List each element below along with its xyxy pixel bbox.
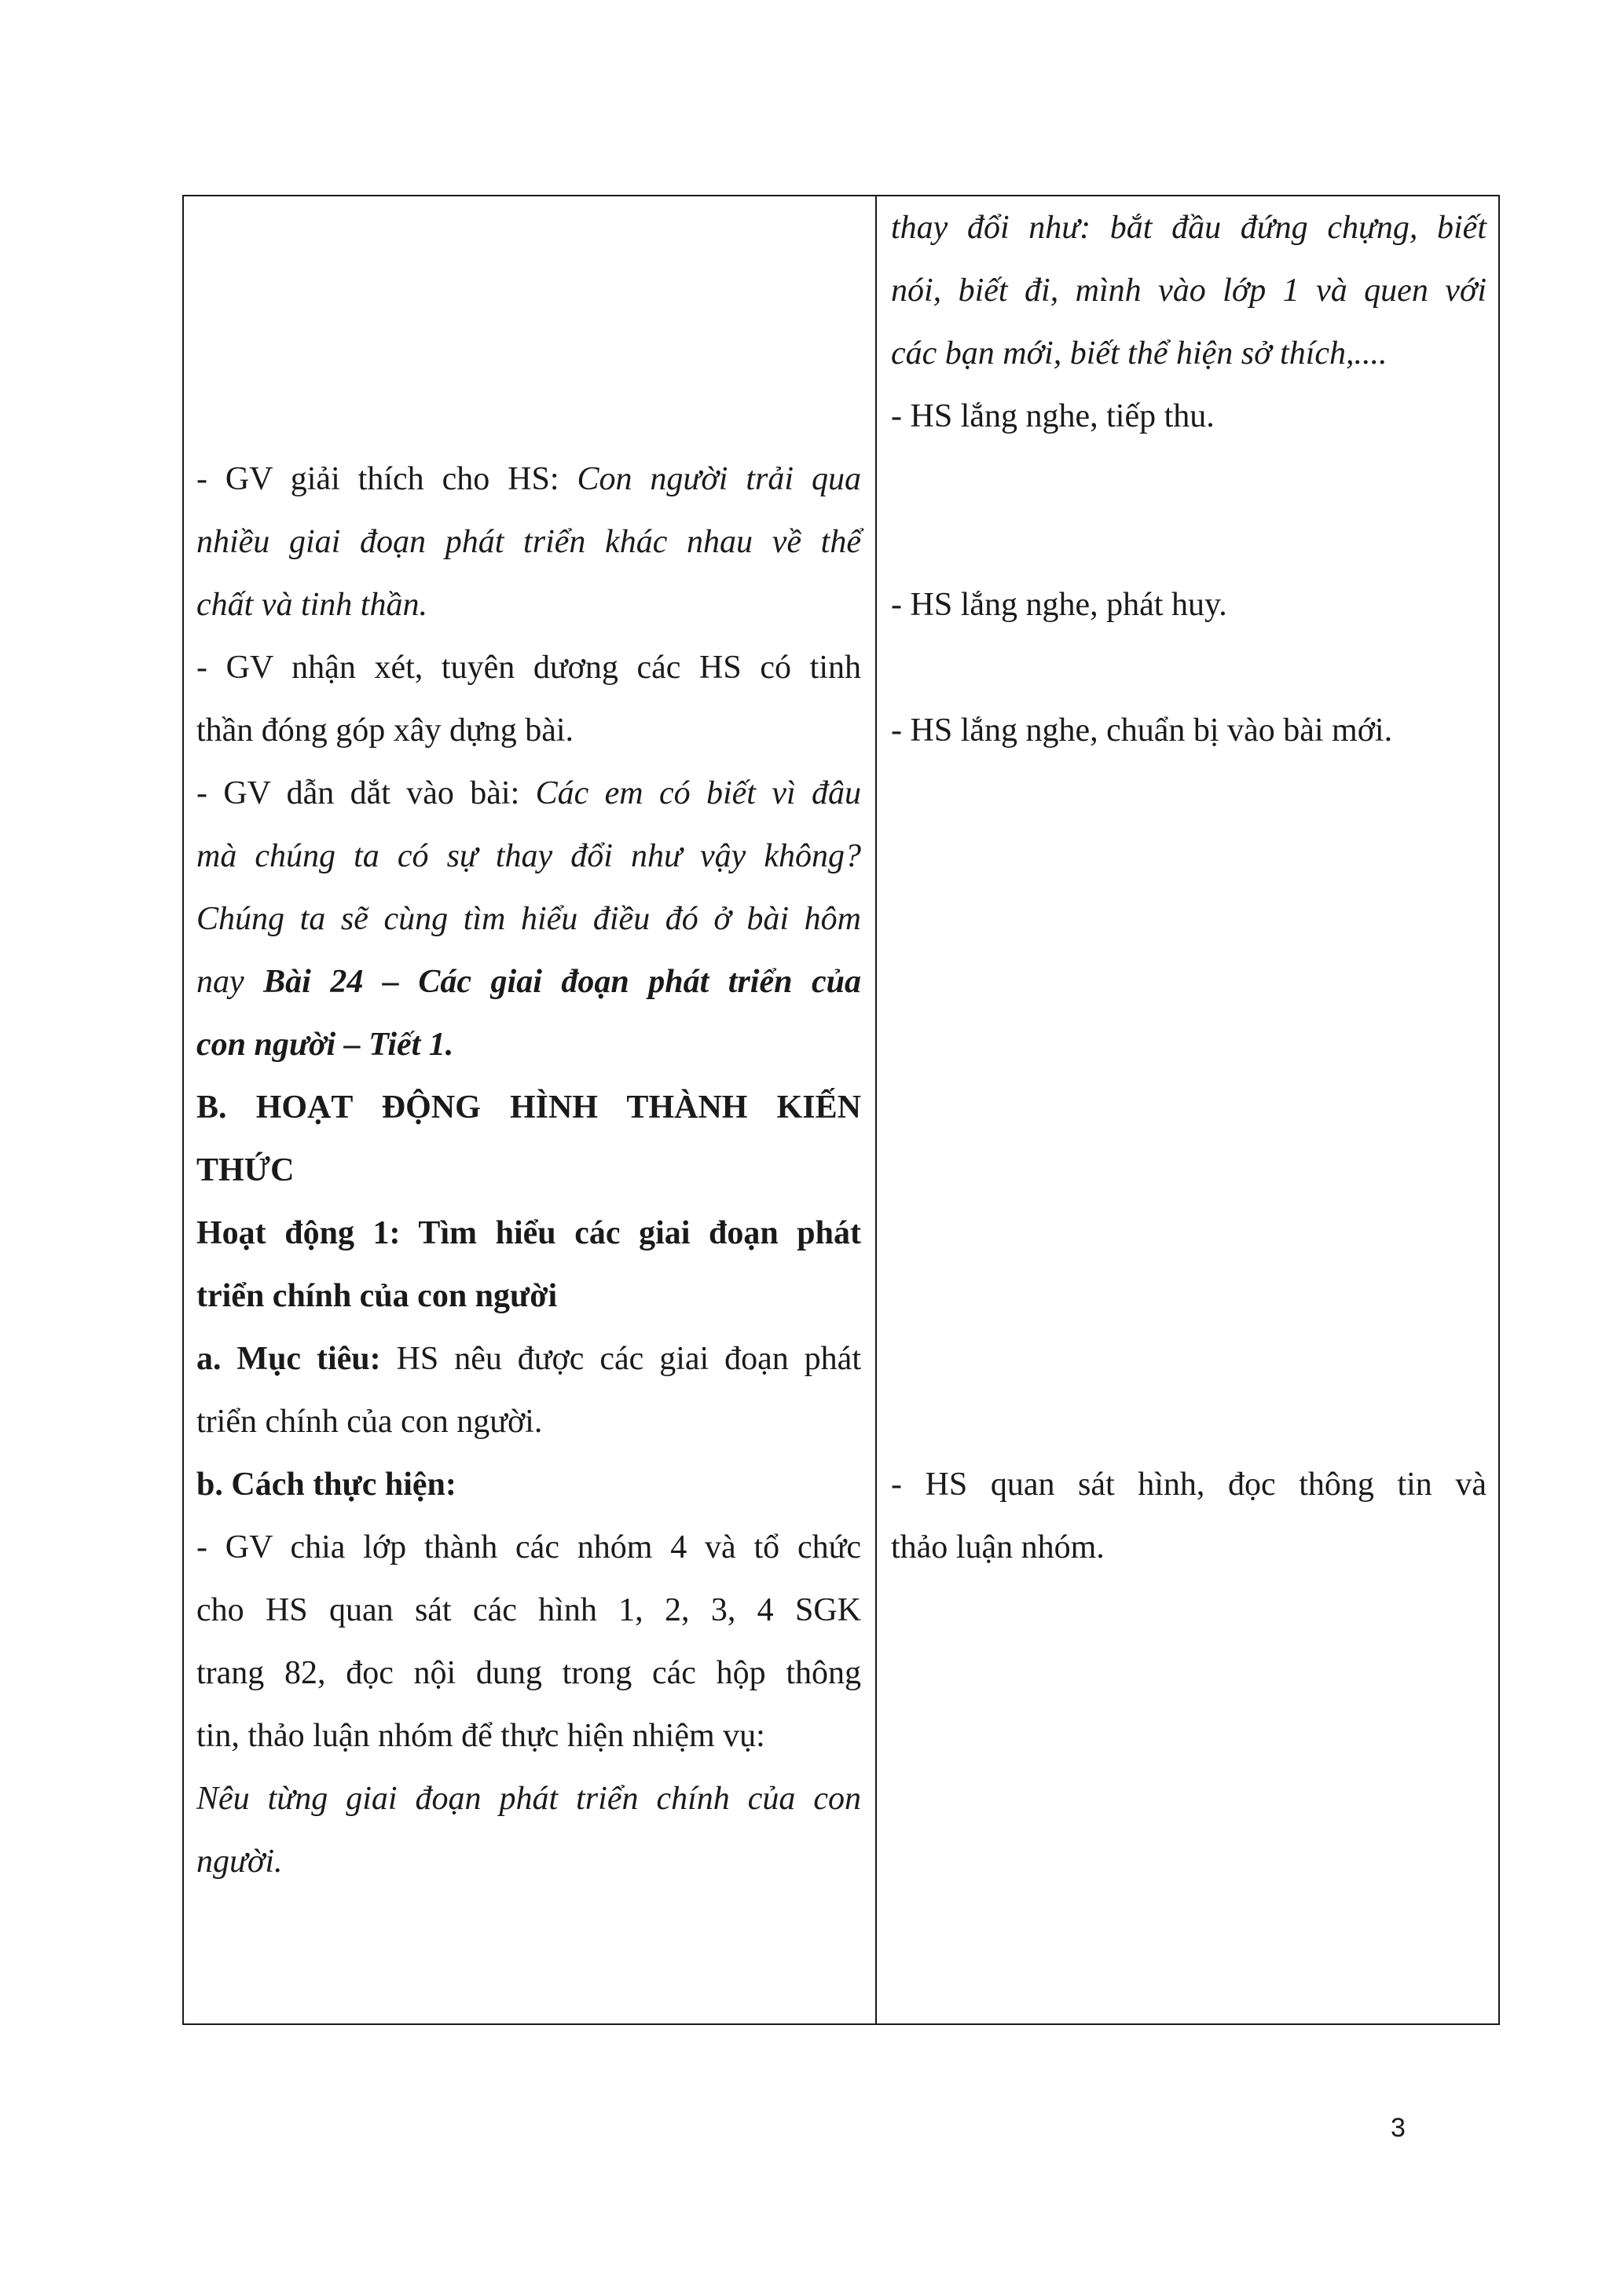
left-line-10: con người – Tiết 1. bbox=[196, 1027, 454, 1063]
objective-text: HS nêu được các giai đoạn phát bbox=[380, 1341, 861, 1377]
right-line-6: - HS lắng nghe, chuẩn bị vào bài mới. bbox=[891, 712, 1393, 749]
method-label: b. Cách thực hiện: bbox=[196, 1467, 456, 1503]
right-line-4: - HS lắng nghe, tiếp thu. bbox=[891, 398, 1215, 434]
left-line-6-plain: - GV dẫn dắt vào bài: bbox=[196, 775, 536, 811]
page-number: 3 bbox=[1391, 2113, 1406, 2143]
right-line-5: - HS lắng nghe, phát huy. bbox=[891, 587, 1227, 623]
left-line-1-plain: - GV giải thích cho HS: bbox=[196, 461, 577, 497]
right-line-2: nói, biết đi, mình vào lớp 1 và quen với bbox=[891, 273, 1487, 309]
activity-1-heading-cont: triển chính của con người bbox=[196, 1278, 558, 1314]
left-line-6-italic: Các em có biết vì đâu bbox=[535, 775, 862, 811]
right-line-8: thảo luận nhóm. bbox=[891, 1529, 1105, 1565]
left-line-9 bbox=[196, 950, 861, 1013]
right-line-1: thay đổi như: bắt đầu đứng chựng, biết bbox=[891, 210, 1487, 246]
activity-1-heading: Hoạt động 1: Tìm hiểu các giai đoạn phát bbox=[196, 1215, 861, 1251]
section-heading-b: B. HOẠT ĐỘNG HÌNH THÀNH KIẾN bbox=[196, 1089, 861, 1126]
lesson-table bbox=[182, 195, 1500, 2025]
section-heading-b-cont: THỨC bbox=[196, 1152, 295, 1188]
left-line-5: thần đóng góp xây dựng bài. bbox=[196, 712, 574, 749]
left-line-21: tin, thảo luận nhóm để thực hiện nhiệm vụ: bbox=[196, 1718, 765, 1754]
left-line-3: chất và tinh thần. bbox=[196, 587, 427, 623]
left-line-20: trang 82, đọc nội dung trong các hộp thông bbox=[196, 1655, 861, 1691]
objective-line-cont: triển chính của con người. bbox=[196, 1404, 543, 1440]
left-line-9-bold: Bài 24 – Các giai đoạn phát triển của bbox=[263, 964, 861, 1000]
left-line-2: nhiều giai đoạn phát triển khác nhau về thể bbox=[196, 524, 861, 560]
left-line-9-italic: nay bbox=[196, 964, 264, 1000]
left-line-18: - GV chia lớp thành các nhóm 4 và tổ chức bbox=[196, 1529, 861, 1565]
left-line-6 bbox=[196, 762, 861, 825]
left-line-8: Chúng ta sẽ cùng tìm hiểu điều đó ở bài hôm bbox=[196, 901, 861, 937]
objective-label: a. Mục tiêu: bbox=[196, 1341, 381, 1377]
left-line-1 bbox=[196, 448, 861, 511]
left-line-4: - GV nhận xét, tuyên dương các HS có tinh bbox=[196, 650, 861, 686]
column-divider bbox=[875, 196, 877, 2023]
left-line-7: mà chúng ta có sự thay đổi như vậy không? bbox=[196, 838, 861, 874]
right-line-3: các bạn mới, biết thể hiện sở thích,.... bbox=[891, 335, 1388, 372]
left-line-19: cho HS quan sát các hình 1, 2, 3, 4 SGK bbox=[196, 1592, 861, 1628]
left-line-1-italic: Con người trải qua bbox=[577, 461, 861, 497]
left-line-22: Nêu từng giai đoạn phát triển chính của con bbox=[196, 1781, 861, 1817]
left-line-23: người. bbox=[196, 1844, 283, 1880]
right-line-7: - HS quan sát hình, đọc thông tin và bbox=[891, 1467, 1487, 1503]
objective-line bbox=[196, 1327, 861, 1390]
